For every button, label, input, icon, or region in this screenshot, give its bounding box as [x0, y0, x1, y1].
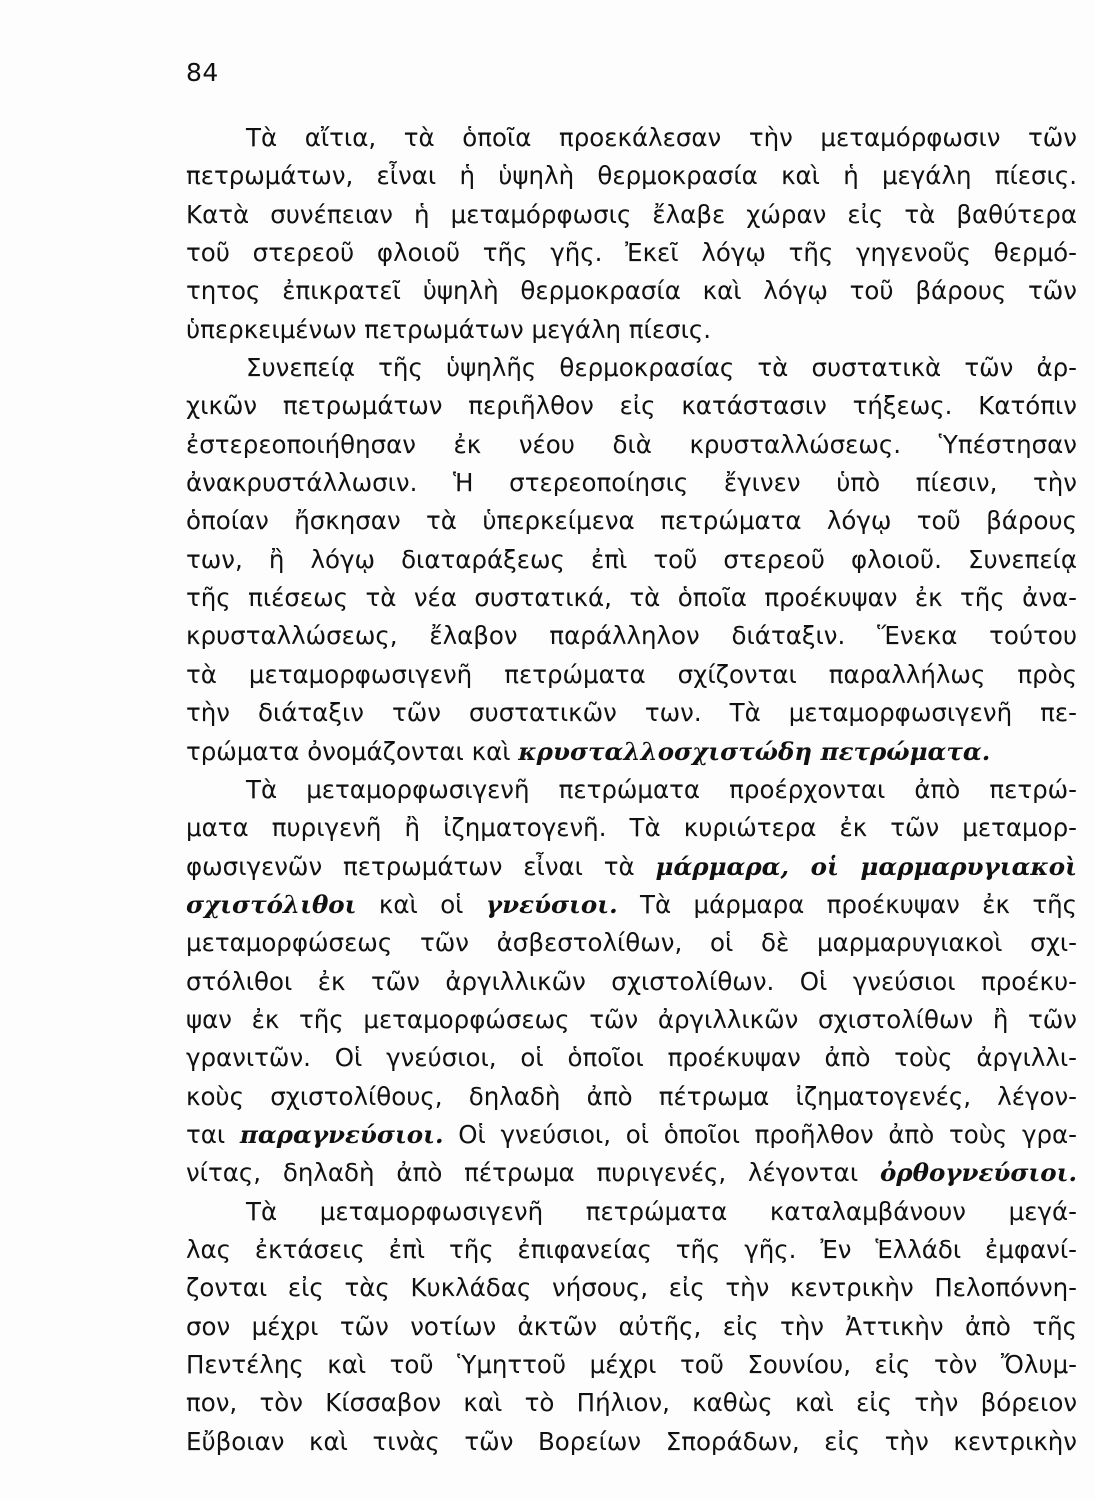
body-text [186, 119, 1077, 1461]
line-text: ἀνακρυστάλλωσιν. Ἡ στερεοποίησις ἔγινεν ὑπὸ πίεσιν, τὴν [186, 468, 1077, 498]
text-line [186, 1193, 1077, 1231]
line-text: ψαν ἐκ τῆς μεταμορφώσεως τῶν ἀργιλλικῶν σχιστολίθων ἢ τῶν [186, 1004, 1077, 1034]
text-line [186, 848, 1077, 886]
text-line [186, 1384, 1077, 1422]
text-line [186, 886, 1077, 924]
line-text: στόλιθοι ἐκ τῶν ἀργιλλικῶν σχιστολίθων. Οἱ γνεύσιοι προέκυ- [186, 966, 1077, 996]
line-text: ὑπερκειμένων πετρωμάτων μεγάλη πίεσις. [186, 314, 712, 344]
text-line [186, 234, 1077, 272]
line-text: πον, τὸν Κίσσαβον καὶ τὸ Πήλιον, καθὼς καὶ εἰς τὴν βόρειον [186, 1388, 1077, 1418]
line-text: Οἱ γνεύσιοι, οἱ ὁποῖοι προῆλθον ἀπὸ τοὺς γρα- [443, 1119, 1077, 1149]
emphasized-term: ὀρθογνεύσιοι. [879, 1158, 1077, 1188]
line-text: τοῦ στερεοῦ φλοιοῦ τῆς γῆς. Ἐκεῖ λόγῳ τῆς γηγενοῦς θερμό- [186, 238, 1077, 268]
text-line [186, 617, 1077, 655]
line-text: τρώματα ὀνομάζονται καὶ [186, 736, 519, 766]
line-text: κοὺς σχιστολίθους, δηλαδὴ ἀπὸ πέτρωμα ἰζηματογενές, λέγον- [186, 1081, 1077, 1111]
text-line [186, 1039, 1077, 1077]
text-line [186, 656, 1077, 694]
line-text: χικῶν πετρωμάτων περιῆλθον εἰς κατάστασιν τήξεως. Κατόπιν [186, 391, 1077, 421]
page-number: 84 [186, 58, 219, 87]
text-line [186, 157, 1077, 195]
text-line [186, 733, 1077, 771]
emphasized-term: παραγνεύσιοι. [239, 1119, 444, 1149]
line-text: τὰ μεταμορφωσιγενῆ πετρώματα σχίζονται παραλλήλως πρὸς [186, 659, 1077, 689]
line-text: μεταμορφώσεως τῶν ἀσβεστολίθων, οἱ δὲ μαρμαρυγιακοὶ σχι- [186, 928, 1077, 958]
line-text: τητος ἐπικρατεῖ ὑψηλὴ θερμοκρασία καὶ λόγῳ τοῦ βάρους τῶν [186, 276, 1077, 306]
text-line [186, 1308, 1077, 1346]
text-line [186, 387, 1077, 425]
text-line [186, 1231, 1077, 1269]
line-text: Τὰ μεταμορφωσιγενῆ πετρώματα προέρχονται ἀπὸ πετρώ- [246, 774, 1077, 804]
line-text: ἐστερεοποιήθησαν ἐκ νέου διὰ κρυσταλλώσεως. Ὑπέστησαν [186, 429, 1077, 459]
text-line [186, 1001, 1077, 1039]
text-line [186, 272, 1077, 310]
text-line [186, 1078, 1077, 1116]
text-line [186, 426, 1077, 464]
text-line [186, 541, 1077, 579]
line-text: γρανιτῶν. Οἱ γνεύσιοι, οἱ ὁποῖοι προέκυψαν ἀπὸ τοὺς ἀργιλλι- [186, 1043, 1077, 1073]
text-line [186, 349, 1077, 387]
text-line [186, 1423, 1077, 1461]
line-text: Εὔβοιαν καὶ τινὰς τῶν Βορείων Σποράδων, εἰς τὴν κεντρικὴν [186, 1426, 1077, 1456]
line-text: πετρωμάτων, εἶναι ἡ ὑψηλὴ θερμοκρασία καὶ ἡ μεγάλη πίεσις. [186, 161, 1077, 191]
text-line [186, 924, 1077, 962]
line-text: Τὰ μάρμαρα προέκυψαν ἐκ τῆς [617, 889, 1077, 919]
text-line [186, 502, 1077, 540]
text-line [186, 464, 1077, 502]
line-text: Πεντέλης καὶ τοῦ Ὑμηττοῦ μέχρι τοῦ Σουνίου, εἰς τὸν Ὄλυμ- [186, 1350, 1077, 1379]
text-line [186, 196, 1077, 234]
text-line [186, 809, 1077, 847]
line-text: φωσιγενῶν πετρωμάτων εἶναι τὰ [186, 851, 656, 881]
text-line [186, 963, 1077, 1001]
emphasized-term: σχιστόλιθοι [186, 889, 357, 919]
emphasized-term: γνεύσιοι. [485, 889, 618, 919]
line-text: ζονται εἰς τὰς Κυκλάδας νήσους, εἰς τὴν κεντρικὴν Πελοπόννη- [186, 1273, 1077, 1303]
line-text: τὴν διάταξιν τῶν συστατικῶν των. Τὰ μεταμορφωσιγενῆ πε- [186, 698, 1077, 728]
text-line [186, 311, 1077, 349]
text-line [186, 1116, 1077, 1154]
emphasized-term: κρυσταλλοσχιστώδη πετρώματα. [518, 736, 991, 766]
text-line [186, 1346, 1077, 1384]
line-text: ὁποίαν ἤσκησαν τὰ ὑπερκείμενα πετρώματα λόγῳ τοῦ βάρους [186, 506, 1077, 536]
line-text: κρυσταλλώσεως, ἔλαβον παράλληλον διάταξιν. Ἕνεκα τούτου [186, 621, 1077, 651]
line-text: ματα πυριγενῆ ἢ ἰζηματογενῆ. Τὰ κυριώτερα ἐκ τῶν μεταμορ- [186, 813, 1077, 843]
line-text: σον μέχρι τῶν νοτίων ἀκτῶν αὐτῆς, εἰς τὴν Ἀττικὴν ἀπὸ τῆς [186, 1311, 1077, 1341]
emphasized-term: μάρμαρα, οἱ μαρμαρυγιακοὶ [655, 851, 1077, 881]
line-text: νίτας, δηλαδὴ ἀπὸ πέτρωμα πυριγενές, λέγονται [186, 1158, 880, 1188]
line-text: καὶ οἱ [356, 889, 486, 919]
line-text: Κατὰ συνέπειαν ἡ μεταμόρφωσις ἔλαβε χώραν εἰς τὰ βαθύτερα [186, 199, 1077, 229]
line-text: Συνεπείᾳ τῆς ὑψηλῆς θερμοκρασίας τὰ συστατικὰ τῶν ἀρ- [246, 353, 1077, 383]
line-text: των, ἢ λόγῳ διαταράξεως ἐπὶ τοῦ στερεοῦ φλοιοῦ. Συνεπείᾳ [186, 544, 1077, 574]
line-text: λας ἐκτάσεις ἐπὶ τῆς ἐπιφανείας τῆς γῆς. Ἐν Ἑλλάδι ἐμφανί- [186, 1234, 1077, 1264]
line-text: Τὰ αἴτια, τὰ ὁποῖα προεκάλεσαν τὴν μεταμόρφωσιν τῶν [246, 123, 1077, 152]
text-line [186, 579, 1077, 617]
text-line [186, 119, 1077, 157]
text-line [186, 1269, 1077, 1307]
text-line [186, 694, 1077, 732]
text-line [186, 1154, 1077, 1192]
line-text: τῆς πιέσεως τὰ νέα συστατικά, τὰ ὁποῖα προέκυψαν ἐκ τῆς ἀνα- [186, 583, 1077, 613]
line-text: ται [186, 1119, 240, 1149]
line-text: Τὰ μεταμορφωσιγενῆ πετρώματα καταλαμβάνουν μεγά- [246, 1196, 1077, 1226]
text-line [186, 771, 1077, 809]
